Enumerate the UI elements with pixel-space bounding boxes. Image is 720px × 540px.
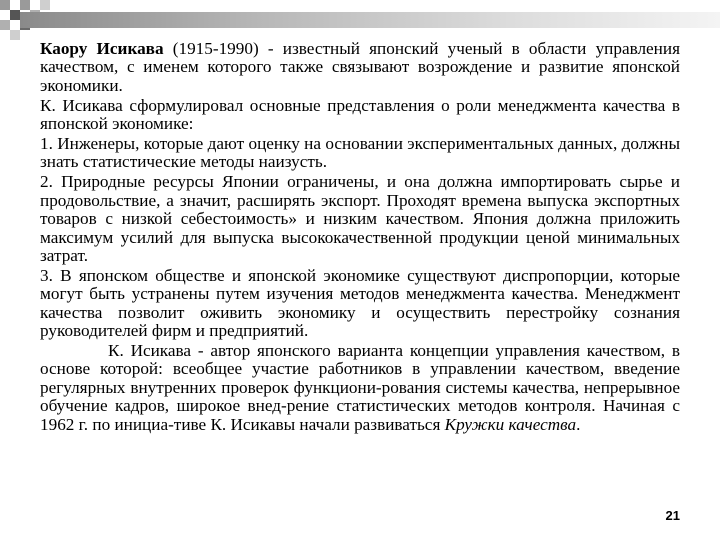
page-number: 21 — [665, 508, 680, 523]
corner-square — [40, 0, 50, 10]
paragraph-ishikawa-intro — [40, 40, 680, 95]
corner-square — [0, 0, 10, 10]
corner-square — [10, 10, 20, 20]
paragraph-point-2: 2. Природные ресурсы Японии ограничены, и она должна импортировать сырье и продовольствие, а значит, расширять экспорт. Проходят времена выпуска экспортных товаров с низкой себестоимость» и низким качеством. Япония должна приложить максимум усилий для выпуска высококачественной продукции ценой минимальных затрат. — [40, 172, 680, 265]
slide-body — [40, 40, 680, 436]
concept-end: . — [576, 414, 581, 434]
corner-square — [20, 0, 30, 10]
paragraph-point-1: 1. Инженеры, которые дают оценку на основании экспериментальных данных, должны знать статистические методы наизусть. — [40, 134, 680, 172]
header-gradient-bar — [20, 12, 720, 28]
quality-circles-term: Кружки качества — [444, 414, 577, 434]
ishikawa-name: Каору Исикава — [40, 39, 164, 58]
corner-square — [10, 30, 20, 40]
paragraph-point-3: 3. В японском обществе и японской экономике существуют диспропорции, которые могут быть устранены путем изучения методов менеджмента качества. Менеджмент качества позволит оживить экономику и осуществить перестройку сознания руководителей фирм и предприятий. — [40, 265, 680, 341]
paragraph-views-intro: К. Исикава сформулировал основные представления о роли менеджмента качества в японской экономике: — [40, 95, 680, 134]
paragraph-concept — [40, 342, 680, 434]
ishikawa-intro-text: (1915-1990) - известный японский ученый в области управления качеством, с именем которого также связывают возрождение и развитие японской экономики. — [40, 39, 680, 95]
corner-square — [0, 20, 10, 30]
concept-text: К. Исикава - автор японского варианта концепции управления качеством, в основе которой: всеобщее участие работников в управлении качеством, введение регулярных внутренних проверок функциони-рования системы качества, непрерывное обучение кадров, широкое внед-рение статистических методов контроля. Начиная с 1962 г. по инициа-тиве К. Исикавы начали развиваться — [40, 341, 680, 434]
